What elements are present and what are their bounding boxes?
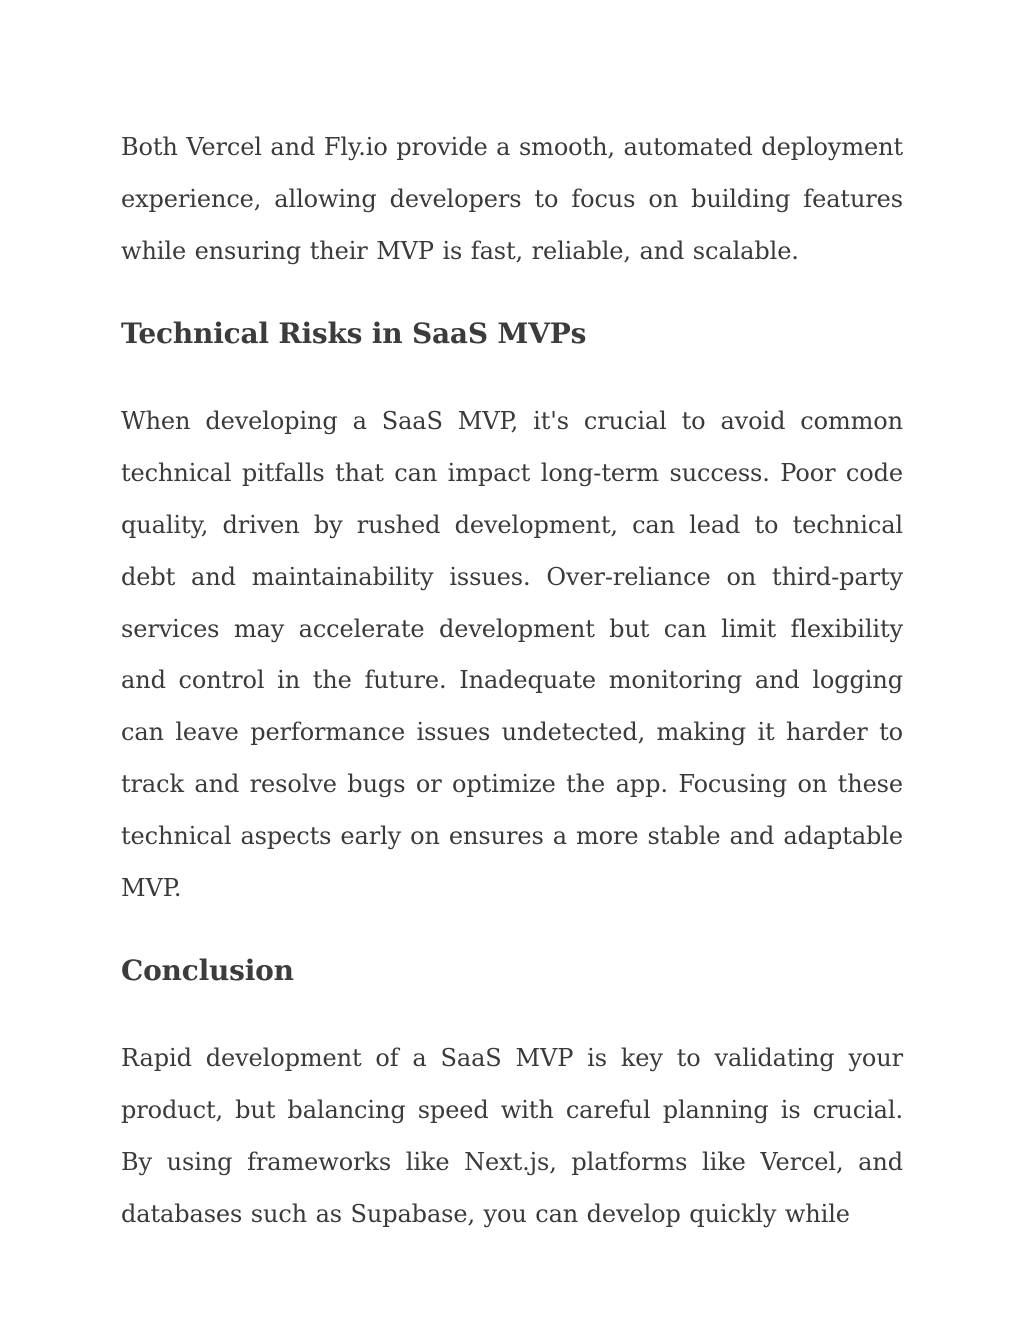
paragraph-conclusion: Rapid development of a SaaS MVP is key to validating your product, but balancing speed with careful planning is crucial. By using frameworks like Next.js, platforms like Vercel, and databases such as Supabase, you can develop quickly while <box>121 1044 903 1228</box>
heading-technical-risks: Technical Risks in SaaS MVPs <box>121 317 587 351</box>
document-page <box>121 122 903 1241</box>
paragraph-deployment: Both Vercel and Fly.io provide a smooth, automated deployment experience, allowing developers to focus on building features while ensuring their MVP is fast, reliable, and scalable. <box>121 133 903 265</box>
heading-conclusion: Conclusion <box>121 954 294 988</box>
paragraph-technical-risks: When developing a SaaS MVP, it's crucial to avoid common technical pitfalls that can impact long-term success. Poor code quality, driven by rushed development, can lead to technical debt and maintainability issues. Over-reliance on third-party services may accelerate development but can limit flexibility and control in the future. Inadequate monitoring and logging can leave performance issues undetected, making it harder to track and resolve bugs or optimize the app. Focusing on these technical aspects early on ensures a more stable and adaptable MVP. <box>121 407 903 902</box>
